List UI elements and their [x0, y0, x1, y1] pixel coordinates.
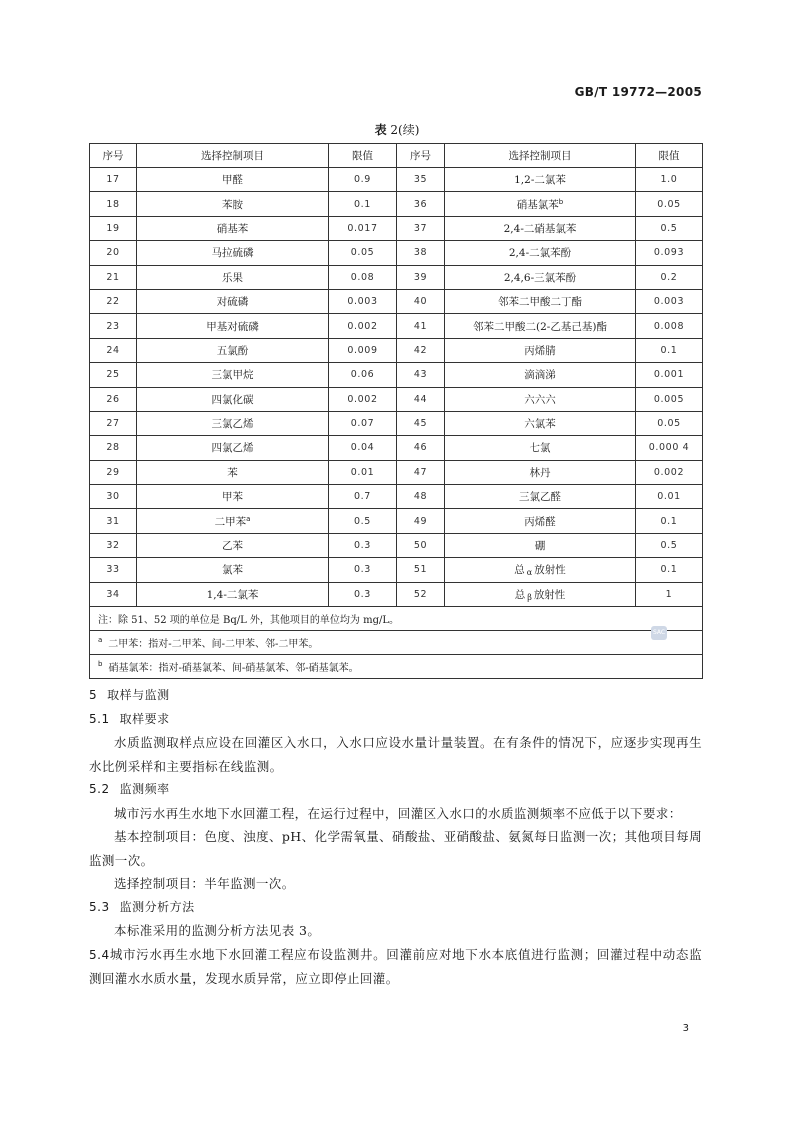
limit-value-cell	[636, 241, 703, 265]
row-number-cell	[397, 338, 445, 362]
limit-value-cell	[329, 265, 397, 289]
item-name-cell	[137, 558, 329, 582]
cell-text: 二甲苯	[214, 515, 247, 528]
section-number: 5	[89, 688, 98, 702]
limit-value-cell	[329, 533, 397, 557]
cell-text: 0.3	[354, 588, 371, 600]
table-row	[90, 533, 703, 557]
cell-text: 总	[514, 564, 525, 577]
item-name-cell	[445, 387, 636, 411]
table-row	[90, 387, 703, 411]
footnote-a-text: 二甲苯：指对-二甲苯、间-二甲苯、邻-二甲苯。	[108, 639, 319, 651]
row-number-cell	[397, 460, 445, 484]
radioactivity-label: 放射性	[534, 564, 566, 577]
cell-text: 0.01	[657, 491, 681, 503]
item-name-cell	[445, 460, 636, 484]
limit-value-cell	[636, 192, 703, 216]
row-number-cell	[90, 265, 137, 289]
limit-value-cell	[636, 460, 703, 484]
table-header-row	[90, 144, 703, 168]
cell-text: 0.07	[350, 418, 375, 430]
item-name-cell	[445, 338, 636, 362]
item-name-cell	[445, 289, 636, 313]
subsection-title: 取样要求	[119, 711, 170, 726]
cell-text: 0.05	[657, 418, 681, 430]
cell-text: 52	[413, 588, 428, 600]
cell-text: 0.01	[350, 466, 375, 478]
subsection-number: 5.3	[89, 899, 110, 914]
cell-text: 六六六	[524, 393, 556, 406]
limit-value-cell	[636, 533, 703, 557]
row-number-cell	[397, 411, 445, 435]
cell-text: 0.002	[347, 320, 378, 332]
cell-text: 0.06	[350, 369, 375, 381]
cell-text: 0.2	[660, 271, 678, 283]
cell-text: 17	[106, 174, 120, 186]
footnote-ref-a: a	[246, 514, 251, 523]
cell-text: 49	[413, 515, 428, 527]
row-number-cell	[90, 387, 137, 411]
item-name-cell	[137, 192, 329, 216]
cell-text: 20	[106, 247, 120, 259]
row-number-cell	[90, 314, 137, 338]
item-name-cell	[137, 411, 329, 435]
limit-value-cell	[329, 192, 397, 216]
row-number-cell	[90, 338, 137, 362]
cell-text: 48	[413, 491, 428, 503]
table-title	[0, 121, 794, 138]
item-name-cell	[137, 314, 329, 338]
cell-text: 0.9	[354, 174, 371, 186]
table-row	[90, 289, 703, 313]
cell-text: 0.003	[653, 296, 685, 308]
table-row	[90, 338, 703, 362]
cell-text: 五氯酚	[216, 344, 249, 357]
table-note-row	[90, 607, 703, 631]
item-name-cell	[445, 265, 636, 289]
row-number-cell	[397, 387, 445, 411]
cell-text: 0.7	[354, 491, 371, 503]
limit-value-cell	[329, 460, 397, 484]
item-name-cell	[137, 460, 329, 484]
limit-value-cell	[636, 558, 703, 582]
table-row	[90, 216, 703, 240]
item-name-cell	[137, 338, 329, 362]
cell-text: 22	[106, 296, 120, 308]
cell-text: 27	[106, 418, 120, 430]
limit-value-cell	[329, 485, 397, 509]
table-note-row	[90, 631, 703, 655]
cell-text: 2,4-二氯苯酚	[508, 247, 572, 260]
item-name-cell	[137, 265, 329, 289]
item-name-cell	[137, 509, 329, 533]
table-footnote-b	[90, 655, 703, 679]
limit-value-cell	[329, 436, 397, 460]
item-name-cell	[445, 168, 636, 192]
table-footnote-a	[90, 631, 703, 655]
table-title-main: 表	[374, 123, 387, 137]
cell-text: 0.000 4	[648, 442, 690, 454]
cell-text: 六氯苯	[524, 418, 556, 431]
cell-text: 硝基苯	[216, 222, 249, 235]
row-number-cell	[397, 436, 445, 460]
cell-text: 0.5	[660, 222, 678, 234]
cell-text: 26	[106, 393, 120, 405]
item-name-cell	[445, 436, 636, 460]
row-number-cell	[90, 216, 137, 240]
limit-value-cell	[636, 509, 703, 533]
item-name-cell	[137, 436, 329, 460]
paragraph: 本标准采用的监测分析方法见表 3。	[114, 923, 321, 938]
row-number-cell	[90, 192, 137, 216]
cell-text: 四氯化碳	[211, 393, 254, 406]
cell-text: 46	[413, 442, 428, 454]
cell-text: 40	[413, 296, 428, 308]
cell-text: 36	[413, 198, 428, 210]
paragraph: 选择控制项目：半年监测一次。	[114, 876, 295, 891]
item-name-cell	[137, 363, 329, 387]
standard-code: GB/T 19772—2005	[574, 85, 702, 99]
cell-text: 35	[413, 174, 428, 186]
footnote-mark-a: a	[98, 636, 103, 645]
item-name-cell	[445, 485, 636, 509]
cell-text: 31	[106, 515, 120, 527]
item-name-cell	[137, 582, 329, 606]
cell-text: 44	[413, 393, 428, 405]
cell-text: 0.1	[660, 515, 678, 527]
cell-text: 总	[514, 588, 526, 601]
cell-text: 38	[413, 247, 428, 259]
section-heading	[89, 684, 702, 708]
row-number-cell	[90, 582, 137, 606]
limit-value-cell	[329, 314, 397, 338]
cell-text: 三氯甲烷	[211, 369, 254, 382]
limit-value-cell	[636, 168, 703, 192]
subsection-title: 监测分析方法	[119, 899, 195, 914]
item-name-cell	[445, 509, 636, 533]
cell-text: 0.3	[354, 564, 371, 576]
cell-text: 苯	[227, 466, 238, 479]
section-title: 取样与监测	[107, 688, 170, 702]
cell-text: 0.005	[653, 393, 685, 405]
table-row	[90, 192, 703, 216]
row-number-cell	[90, 509, 137, 533]
limit-value-cell	[636, 411, 703, 435]
table-row	[90, 241, 703, 265]
cell-text: 43	[413, 369, 428, 381]
page-number: 3	[682, 1023, 689, 1034]
limit-value-cell	[636, 265, 703, 289]
item-name-cell	[137, 387, 329, 411]
limit-value-cell	[329, 582, 397, 606]
cell-text: 氯苯	[222, 564, 243, 577]
cell-text: 45	[413, 418, 428, 430]
cell-text: 25	[106, 369, 120, 381]
subsection-number: 5.2	[89, 782, 110, 796]
row-number-cell	[90, 436, 137, 460]
row-number-cell	[397, 216, 445, 240]
subsection-heading	[89, 896, 702, 920]
cell-text: 0.5	[354, 515, 371, 527]
cell-text: 51	[413, 564, 428, 576]
subsection-title: 监测频率	[119, 782, 170, 796]
row-number-cell	[90, 460, 137, 484]
limit-value-cell	[636, 338, 703, 362]
limit-value-cell	[329, 558, 397, 582]
item-name-cell	[137, 485, 329, 509]
item-name-cell	[137, 168, 329, 192]
table-row	[90, 168, 703, 192]
subsection-heading	[89, 778, 702, 802]
limit-value-cell	[636, 436, 703, 460]
row-number-cell	[397, 363, 445, 387]
section-body	[89, 684, 702, 991]
row-number-cell	[90, 411, 137, 435]
cell-text: 28	[106, 442, 120, 454]
item-name-cell	[445, 192, 636, 216]
limit-value-cell	[329, 289, 397, 313]
limit-value-cell	[329, 363, 397, 387]
item-name-cell	[445, 241, 636, 265]
footnote-ref-b: b	[558, 197, 564, 206]
cell-text: 0.093	[653, 247, 685, 259]
subsection-heading	[89, 708, 702, 732]
subsection-inline	[89, 943, 702, 991]
row-number-cell	[397, 241, 445, 265]
cell-text: 33	[106, 564, 120, 576]
row-number-cell	[397, 265, 445, 289]
table-row	[90, 363, 703, 387]
footnote-b-text: 硝基氯苯：指对-硝基氯苯、间-硝基氯苯、邻-硝基氯苯。	[108, 663, 359, 675]
cell-text: 2,4,6-三氯苯酚	[503, 271, 577, 284]
cell-text: 甲苯	[222, 491, 243, 504]
row-number-cell	[90, 533, 137, 557]
row-number-cell	[397, 582, 445, 606]
table-row	[90, 411, 703, 435]
col-header: 选择控制项目	[445, 144, 636, 168]
cell-text: 34	[106, 588, 120, 600]
watermark-logo: SAC	[651, 626, 667, 640]
cell-text: 0.002	[653, 466, 685, 478]
table-row	[90, 509, 703, 533]
cell-text: 四氯乙烯	[211, 442, 254, 455]
cell-text: 32	[106, 540, 120, 552]
cell-text: 39	[413, 271, 428, 283]
table-row	[90, 265, 703, 289]
limit-value-cell	[329, 168, 397, 192]
table-row	[90, 314, 703, 338]
row-number-cell	[397, 192, 445, 216]
limit-value-cell	[636, 289, 703, 313]
cell-text: 1,2-二氯苯	[514, 174, 566, 187]
limit-value-cell	[636, 216, 703, 240]
cell-text: 0.009	[347, 344, 378, 356]
cell-text: 23	[106, 320, 120, 332]
item-name-cell	[445, 558, 636, 582]
item-name-cell	[445, 411, 636, 435]
cell-text: 37	[413, 222, 428, 234]
cell-text: 0.1	[660, 564, 678, 576]
cell-text: 硝基氯苯	[516, 198, 559, 211]
item-name-cell	[137, 289, 329, 313]
cell-text: 三氯乙醛	[519, 491, 561, 504]
cell-text: 0.008	[653, 320, 685, 332]
cell-text: 42	[413, 344, 428, 356]
subsection-number: 5.1	[89, 711, 110, 726]
row-number-cell	[90, 168, 137, 192]
row-number-cell	[90, 241, 137, 265]
table-note-main: 注：除 51、52 项的单位是 Bq/L 外，其他项目的单位均为 mg/L。	[90, 607, 703, 631]
cell-text: 苯胺	[222, 198, 243, 211]
limit-value-cell	[329, 411, 397, 435]
cell-text: 0.001	[653, 369, 685, 381]
item-name-cell	[445, 216, 636, 240]
cell-text: 0.1	[660, 344, 678, 356]
footnote-mark-b: b	[98, 660, 103, 669]
cell-text: 0.04	[350, 442, 375, 454]
table-row	[90, 582, 703, 606]
alpha-symbol: α	[526, 568, 533, 578]
limit-value-cell	[329, 509, 397, 533]
cell-text: 对硫磷	[216, 296, 249, 309]
cell-text: 50	[413, 540, 428, 552]
col-header: 限值	[636, 144, 703, 168]
cell-text: 乐果	[222, 271, 243, 284]
col-header: 序号	[90, 144, 137, 168]
limit-value-cell	[636, 363, 703, 387]
limits-table	[89, 143, 703, 679]
subsection-text: 城市污水再生水地下水回灌工程应布设监测井。回灌前应对地下水本底值进行监测；回灌过程中动态监测回灌水水质水量，发现水质异常，应立即停止回灌。	[89, 946, 702, 986]
radioactivity-label: 放射性	[533, 588, 566, 601]
col-header: 选择控制项目	[137, 144, 329, 168]
cell-text: 1,4-二氯苯	[206, 588, 259, 601]
item-name-cell	[445, 582, 636, 606]
table-row	[90, 436, 703, 460]
table-body	[90, 168, 703, 607]
cell-text: 1.0	[660, 174, 678, 186]
cell-text: 乙苯	[222, 540, 243, 553]
limit-value-cell	[329, 241, 397, 265]
cell-text: 马拉硫磷	[211, 247, 254, 260]
row-number-cell	[397, 533, 445, 557]
table-row	[90, 558, 703, 582]
cell-text: 0.5	[660, 540, 678, 552]
cell-text: 甲醛	[222, 174, 243, 187]
cell-text: 0.003	[347, 296, 378, 308]
table-note-row	[90, 655, 703, 679]
cell-text: 0.002	[347, 393, 378, 405]
row-number-cell	[397, 314, 445, 338]
cell-text: 29	[106, 466, 120, 478]
item-name-cell	[445, 314, 636, 338]
row-number-cell	[397, 558, 445, 582]
row-number-cell	[397, 168, 445, 192]
limit-value-cell	[329, 338, 397, 362]
row-number-cell	[90, 485, 137, 509]
cell-text: 甲基对硫磷	[206, 320, 259, 333]
item-name-cell	[137, 241, 329, 265]
cell-text: 21	[106, 271, 120, 283]
row-number-cell	[90, 363, 137, 387]
cell-text: 0.1	[354, 198, 371, 210]
table-row	[90, 485, 703, 509]
limit-value-cell	[329, 387, 397, 411]
paragraph: 基本控制项目：色度、浊度、pH、化学需氧量、硝酸盐、亚硝酸盐、氨氮每日监测一次；其他项目每周监测一次。	[89, 829, 702, 868]
cell-text: 滴滴涕	[524, 369, 556, 382]
cell-text: 0.017	[347, 222, 378, 234]
row-number-cell	[90, 289, 137, 313]
beta-symbol: β	[527, 592, 532, 602]
col-header: 限值	[329, 144, 397, 168]
cell-text: 30	[106, 491, 120, 503]
cell-text: 41	[413, 320, 428, 332]
col-header: 序号	[397, 144, 445, 168]
row-number-cell	[90, 558, 137, 582]
cell-text: 邻苯二甲酸二丁酯	[498, 296, 582, 309]
cell-text: 丙烯醛	[524, 515, 556, 528]
cell-text: 邻苯二甲酸二(2-乙基己基)酯	[473, 320, 607, 333]
item-name-cell	[445, 363, 636, 387]
cell-text: 19	[106, 222, 120, 234]
item-name-cell	[445, 533, 636, 557]
limit-value-cell	[636, 485, 703, 509]
cell-text: 2,4-二硝基氯苯	[503, 222, 577, 235]
cell-text: 三氯乙烯	[211, 418, 254, 431]
cell-text: 47	[413, 466, 428, 478]
cell-text: 硼	[534, 540, 546, 553]
cell-text: 林丹	[529, 466, 551, 479]
row-number-cell	[397, 509, 445, 533]
limit-value-cell	[636, 387, 703, 411]
item-name-cell	[137, 533, 329, 557]
cell-text: 0.3	[354, 540, 371, 552]
cell-text: 0.08	[350, 271, 375, 283]
cell-text: 七氯	[529, 442, 551, 455]
limit-value-cell	[636, 582, 703, 606]
item-name-cell	[137, 216, 329, 240]
limit-value-cell	[329, 216, 397, 240]
row-number-cell	[397, 485, 445, 509]
cell-text: 0.05	[657, 198, 681, 210]
cell-text: 丙烯腈	[524, 344, 556, 357]
cell-text: 0.05	[350, 247, 375, 259]
cell-text: 24	[106, 344, 120, 356]
paragraph: 城市污水再生水地下水回灌工程，在运行过程中，回灌区入水口的水质监测频率不应低于以下要求：	[114, 805, 682, 821]
table-title-rest: 2(续)	[386, 123, 420, 137]
cell-text: 1	[665, 588, 673, 600]
cell-text: 18	[106, 198, 120, 210]
row-number-cell	[397, 289, 445, 313]
subsection-number: 5.4	[89, 947, 110, 962]
paragraph: 水质监测取样点应设在回灌区入水口，入水口应设水量计量装置。在有条件的情况下，应逐步实现再生水比例采样和主要指标在线监测。	[89, 735, 702, 774]
limit-value-cell	[636, 314, 703, 338]
table-row	[90, 460, 703, 484]
